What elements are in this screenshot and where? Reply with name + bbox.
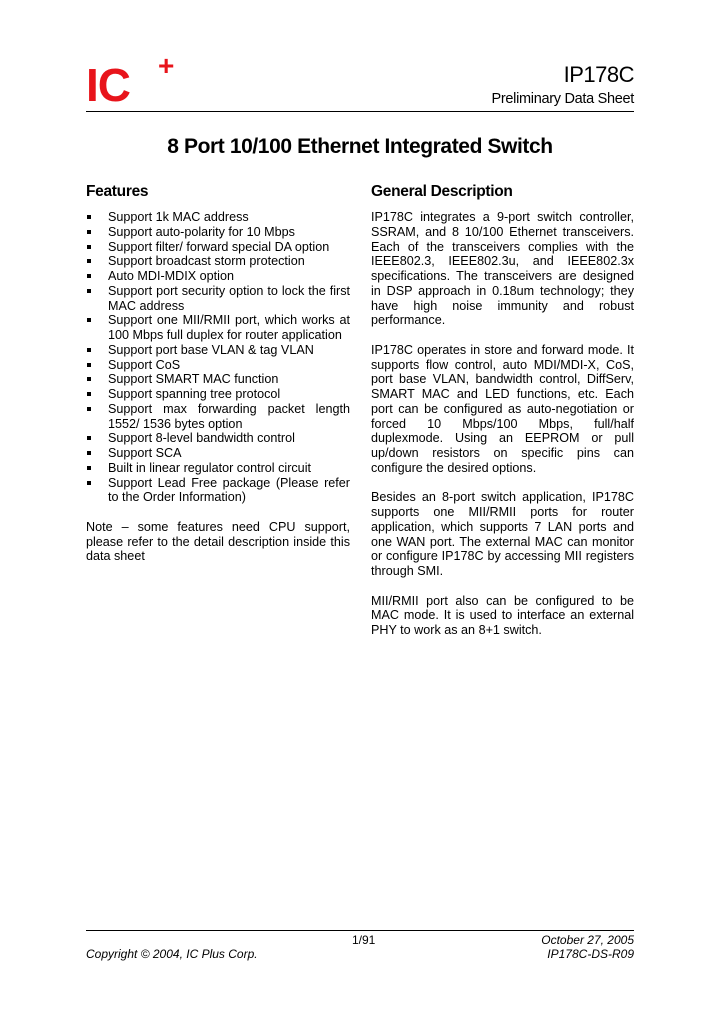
feature-item [86,210,350,225]
bullet-icon [87,466,91,470]
general-description-heading: General Description [371,183,513,200]
bullet-icon [87,481,91,485]
feature-text: Support 1k MAC address [108,210,249,224]
feature-item [86,372,350,387]
feature-text: Support port base VLAN & tag VLAN [108,342,314,357]
bullet-icon [87,377,91,381]
features-heading: Features [86,183,149,200]
bullet-icon [87,392,91,396]
description-column [371,210,634,653]
feature-text: Support 8-level bandwidth control [108,431,295,446]
feature-text: Support filter/ forward special DA option [108,239,330,254]
document-number: IP178C-DS-R09 [547,947,634,961]
logo-text: IC [86,59,130,111]
feature-text: Support SCA [108,446,182,460]
feature-item [86,313,350,343]
document-type: Preliminary Data Sheet [491,91,634,107]
feature-text: Support CoS [108,357,181,372]
feature-text: Support SMART MAC function [108,372,279,387]
bullet-icon [87,348,91,352]
document-id: IP178C [563,62,634,87]
description-paragraph: IP178C operates in store and forward mode. It supports flow control, auto MDI/MDI-X, CoS, port base VLAN, bandwidth control, DiffServ, SMART MAC and LED functions, etc. Each port can be configured as auto-negotiation or forced 10 Mbps/100 Mbps, full/half duplexmode. Using an EEPROM or pull up/down resistors on specific pins can configure the desired options. [371,342,634,475]
feature-text: Support auto-polarity for 10 Mbps [108,224,295,239]
feature-item [86,343,350,358]
feature-item [86,402,350,432]
feature-item [86,269,350,284]
bullet-icon [87,318,91,322]
feature-item [86,225,350,240]
bullet-icon [87,230,91,234]
feature-item [86,284,350,314]
header-divider [86,111,634,112]
feature-text: Support Lead Free package (Please refer to the Order Information) [108,475,350,505]
feature-item [86,461,350,476]
page-number: 1/91 [352,933,376,947]
bullet-icon [87,215,91,219]
feature-item [86,431,350,446]
feature-text: Support one MII/RMII port, which works at 100 Mbps full duplex for router application [108,313,350,342]
feature-text: Auto MDI-MDIX option [108,269,234,283]
bullet-icon [87,363,91,367]
bullet-icon [87,259,91,263]
feature-text: Built in linear regulator control circuit [108,460,311,475]
feature-text: Support broadcast storm protection [108,254,305,269]
features-note: Note – some features need CPU support, please refer to the detail description inside this data sheet [86,519,350,564]
bullet-icon [87,407,91,411]
description-paragraph: Besides an 8-port switch application, IP178C supports one MII/RMII ports for router application, which supports 7 LAN ports and one WAN port. The external MAC can monitor or configure IP178C by accessing MII registers through SMI. [371,490,634,578]
feature-item [86,254,350,269]
bullet-icon [87,451,91,455]
bullet-icon [87,436,91,440]
company-logo [86,50,196,111]
bullet-icon [87,289,91,293]
feature-item [86,358,350,373]
feature-item [86,476,350,506]
description-paragraph: IP178C integrates a 9-port switch controller, SSRAM, and 8 10/100 Ethernet transceivers. Each of the transceivers complies with the IEEE802.3, IEEE802.3u, and IEEE802.3x specifications. The transceivers are designed in DSP approach in 0.18um technology; they have high noise immunity and robust performance. [371,210,634,328]
feature-text: Support spanning tree protocol [108,387,281,401]
logo-plus: + [158,50,175,81]
footer-divider [86,930,634,931]
feature-text: Support max forwarding packet length 1552/ 1536 bytes option [108,401,350,431]
bullet-icon [87,245,91,249]
page-title: 8 Port 10/100 Ethernet Integrated Switch [167,135,553,158]
feature-text: Support port security option to lock the first MAC address [108,283,350,313]
feature-item [86,446,350,461]
feature-item [86,240,350,255]
feature-item [86,387,350,402]
copyright: Copyright © 2004, IC Plus Corp. [86,947,258,961]
description-paragraph: MII/RMII port also can be configured to be MAC mode. It is used to interface an external PHY to work as an 8+1 switch. [371,593,634,637]
publication-date: October 27, 2005 [541,933,634,947]
bullet-icon [87,274,91,278]
features-list [86,210,350,505]
features-column [86,210,350,564]
